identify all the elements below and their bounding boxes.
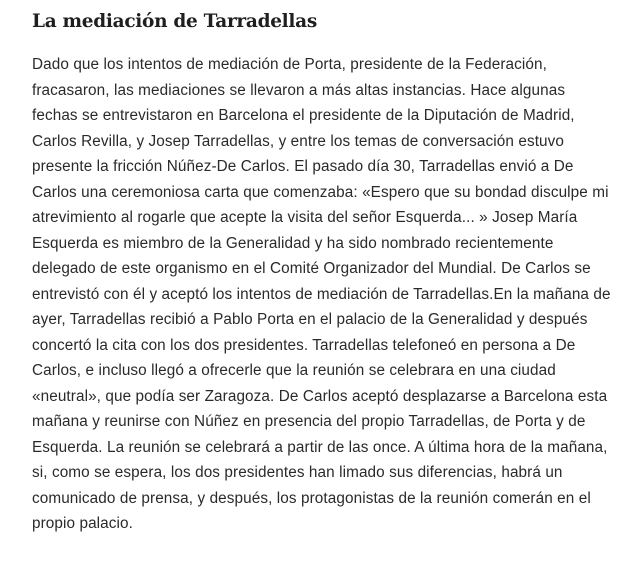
article-headline: La mediación de Tarradellas [32, 11, 317, 32]
article-body: Dado que los intentos de mediación de Porta, presidente de la Federación, fracasaron, las mediaciones se llevaron a más altas instancias. Hace algunas fechas se entrevistaron en Barcelona el presidente de la Diputación de Madrid, Carlos Revilla, y Josep Tarradellas, y entre los temas de conversación estuvo presente la fricción Núñez-De Carlos. El pasado día 30, Tarradellas envió a De Carlos una ceremoniosa carta que comenzaba: «Espero que su bondad disculpe mi atrevimiento al rogarle que acepte la visita del señor Esquerda... » Josep María Esquerda es miembro de la Generalidad y ha sido nombrado recientemente delegado de este organismo en el Comité Organizador del Mundial. De Carlos se entrevistó con él y aceptó los intentos de mediación de Tarradellas.En la mañana de ayer, Tarradellas recibió a Pablo Porta en el palacio de la Generalidad y después concertó la cita con los dos presidentes. Tarradellas telefoneó en persona a De Carlos, e incluso llegó a ofrecerle que la reunión se celebrara en una ciudad «neutral», que podía ser Zaragoza. De Carlos aceptó desplazarse a Barcelona esta mañana y reunirse con Núñez en presencia del propio Tarradellas, de Porta y de Esquerda. La reunión se celebrará a partir de las once. A última hora de la mañana, si, como se espera, los dos presidentes han limado sus diferencias, habrá un comunicado de prensa, y después, los protagonistas de la reunión comerán en el propio palacio. [32, 56, 611, 532]
article [32, 10, 612, 537]
